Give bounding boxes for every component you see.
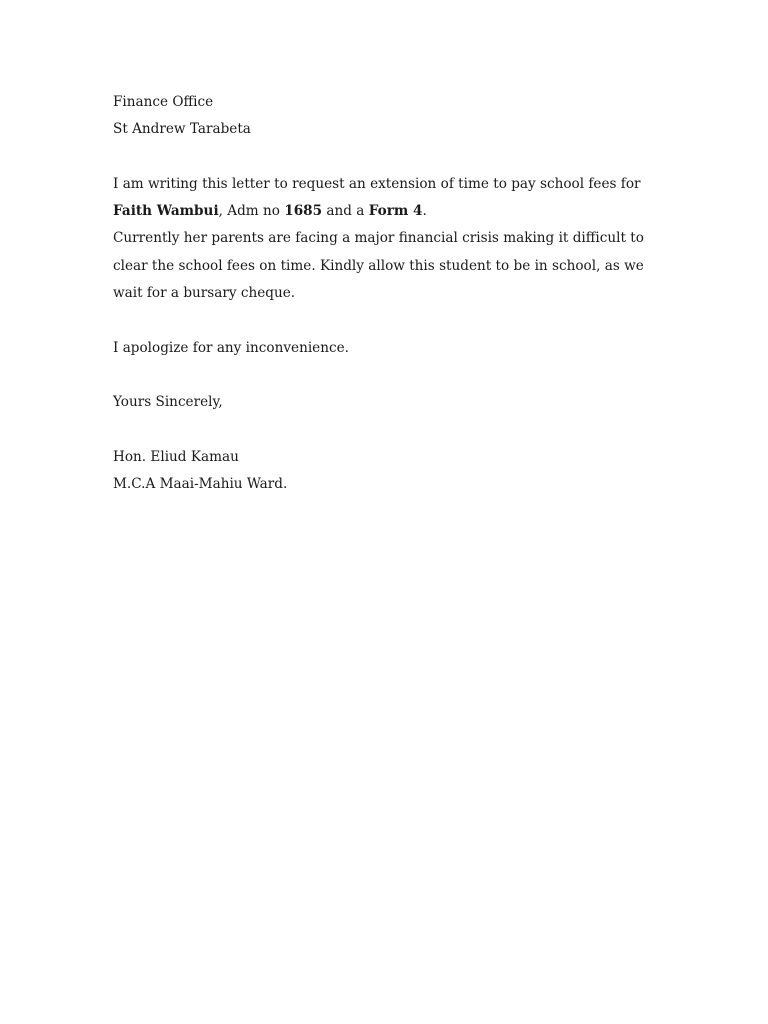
request-text-2: , Adm no: [218, 203, 285, 220]
signatory-name: Hon. Eliud Kamau: [113, 448, 239, 465]
student-name: Faith Wambui: [113, 203, 219, 220]
recipient-line-1: Finance Office: [113, 94, 214, 110]
signatory-title: M.C.A Maai-Mahiu Ward.: [113, 476, 288, 493]
spacer: [113, 307, 648, 334]
admission-number: 1685: [284, 203, 323, 220]
request-text-4: .: [422, 203, 427, 220]
spacer: [113, 417, 648, 444]
paragraph-apology: I apologize for any inconvenience.: [113, 339, 349, 356]
paragraph-reason: Currently her parents are facing a major financial crisis making it difficult to clear the school fees on time. Kindly allow this student to be in school, as we wait for a bursary cheque.: [113, 230, 644, 302]
paragraph-request: [113, 171, 648, 226]
request-text-1: I am writing this letter to request an extension of time to pay school fees for: [113, 175, 641, 192]
request-text-3: and a: [322, 203, 369, 220]
spacer: [113, 362, 648, 389]
letter-body: [113, 89, 648, 498]
spacer: [113, 144, 648, 171]
recipient-line-2: St Andrew Tarabeta: [113, 121, 251, 138]
student-form: Form 4: [368, 203, 423, 220]
closing: Yours Sincerely,: [113, 394, 223, 411]
